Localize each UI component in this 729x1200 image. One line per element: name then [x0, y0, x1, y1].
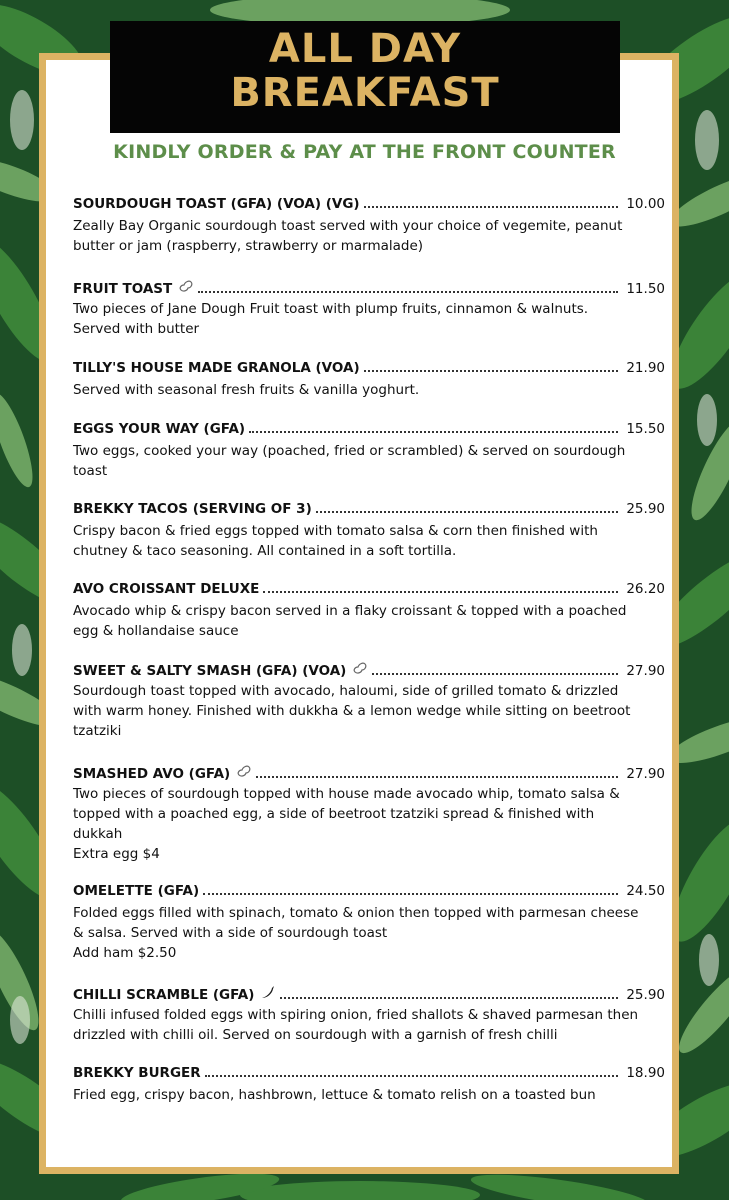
item-price: 27.90 [626, 766, 665, 782]
item-desc-line: butter or jam (raspberry, strawberry or marmalade) [73, 238, 424, 254]
leader-dots [372, 673, 618, 675]
item-name: OMELETTE (GFA) [73, 883, 200, 899]
item-desc-line: Folded eggs filled with spinach, tomato & onion then topped with parmesan cheese [73, 905, 639, 921]
item-price: 25.90 [626, 501, 665, 517]
item-name: TILLY'S HOUSE MADE GRANOLA (VOA) [73, 360, 360, 376]
menu-item [73, 360, 665, 400]
item-price: 18.90 [626, 1065, 665, 1081]
peanut-icon [236, 764, 252, 778]
leader-dots [316, 511, 619, 513]
item-desc-line: Served with seasonal fresh fruits & vanilla yoghurt. [73, 382, 420, 398]
item-desc-line: with warm honey. Finished with dukkha & a lemon wedge while sitting on beetroot [73, 703, 631, 719]
item-name: SMASHED AVO (GFA) [73, 766, 231, 782]
leader-dots [263, 591, 618, 593]
peanut-icon [352, 661, 368, 675]
item-desc-line: chutney & taco seasoning. All contained in a soft tortilla. [73, 543, 457, 559]
item-name: EGGS YOUR WAY (GFA) [73, 421, 246, 437]
menu-item [73, 501, 665, 561]
item-desc-line: Two pieces of sourdough topped with house made avocado whip, tomato salsa & [73, 786, 620, 802]
item-name: AVO CROISSANT DELUXE [73, 581, 260, 597]
item-price: 25.90 [626, 987, 665, 1003]
title-line-1: ALL DAY [268, 26, 462, 72]
item-extra: Extra egg $4 [73, 846, 160, 862]
item-price: 21.90 [626, 360, 665, 376]
menu-item [73, 581, 665, 641]
leader-dots [280, 997, 618, 999]
item-desc-line: egg & hollandaise sauce [73, 623, 239, 639]
item-desc-line: toast [73, 463, 108, 479]
menu-item [73, 279, 665, 339]
menu-item [73, 661, 665, 741]
item-desc-line: Crispy bacon & fried eggs topped with tomato salsa & corn then finished with [73, 523, 598, 539]
item-price: 26.20 [626, 581, 665, 597]
item-name: BREKKY BURGER [73, 1065, 201, 1081]
item-name: CHILLI SCRAMBLE (GFA) [73, 987, 255, 1003]
item-desc-line: topped with a poached egg, a side of beetroot tzatziki spread & finished with [73, 806, 595, 822]
leader-dots [364, 206, 619, 208]
item-extra: Add ham $2.50 [73, 945, 177, 961]
leader-dots [203, 893, 618, 895]
item-price: 10.00 [626, 196, 665, 212]
item-desc-line: Fried egg, crispy bacon, hashbrown, lettuce & tomato relish on a toasted bun [73, 1087, 596, 1103]
item-desc-line: Served with butter [73, 321, 200, 337]
peanut-icon [178, 279, 194, 293]
chilli-icon [260, 985, 276, 999]
leader-dots [198, 291, 618, 293]
item-name: BREKKY TACOS (SERVING OF 3) [73, 501, 312, 517]
item-desc-line: dukkah [73, 826, 123, 842]
menu-item [73, 764, 665, 864]
item-desc-line: Zeally Bay Organic sourdough toast served with your choice of vegemite, peanut [73, 218, 623, 234]
menu-item [73, 883, 665, 963]
item-price: 11.50 [626, 281, 665, 297]
item-desc-line: drizzled with chilli oil. Served on sourdough with a garnish of fresh chilli [73, 1027, 558, 1043]
leader-dots [364, 370, 619, 372]
item-desc-line: Avocado whip & crispy bacon served in a flaky croissant & topped with a poached [73, 603, 627, 619]
item-price: 27.90 [626, 663, 665, 679]
title-banner [110, 21, 620, 133]
item-desc-line: Two pieces of Jane Dough Fruit toast with plump fruits, cinnamon & walnuts. [73, 301, 589, 317]
menu-item [73, 196, 665, 256]
item-price: 24.50 [626, 883, 665, 899]
item-desc-line: tzatziki [73, 723, 122, 739]
leader-dots [256, 776, 618, 778]
menu-item [73, 421, 665, 481]
item-desc-line: Two eggs, cooked your way (poached, fried or scrambled) & served on sourdough [73, 443, 626, 459]
item-name: SWEET & SALTY SMASH (GFA) (VOA) [73, 663, 347, 679]
item-name: SOURDOUGH TOAST (GFA) (VOA) (VG) [73, 196, 360, 212]
item-name: FRUIT TOAST [73, 281, 173, 297]
item-price: 15.50 [626, 421, 665, 437]
leader-dots [249, 431, 618, 433]
item-desc-line: & salsa. Served with a side of sourdough toast [73, 925, 388, 941]
title-line-2: BREAKFAST [230, 70, 500, 116]
item-desc-line: Sourdough toast topped with avocado, haloumi, side of grilled tomato & drizzled [73, 683, 619, 699]
leader-dots [205, 1075, 619, 1077]
item-desc-line: Chilli infused folded eggs with spiring onion, fried shallots & shaved parmesan then [73, 1007, 639, 1023]
menu-item [73, 1065, 665, 1105]
order-notice: KINDLY ORDER & PAY AT THE FRONT COUNTER [113, 141, 616, 163]
menu-item [73, 985, 665, 1045]
